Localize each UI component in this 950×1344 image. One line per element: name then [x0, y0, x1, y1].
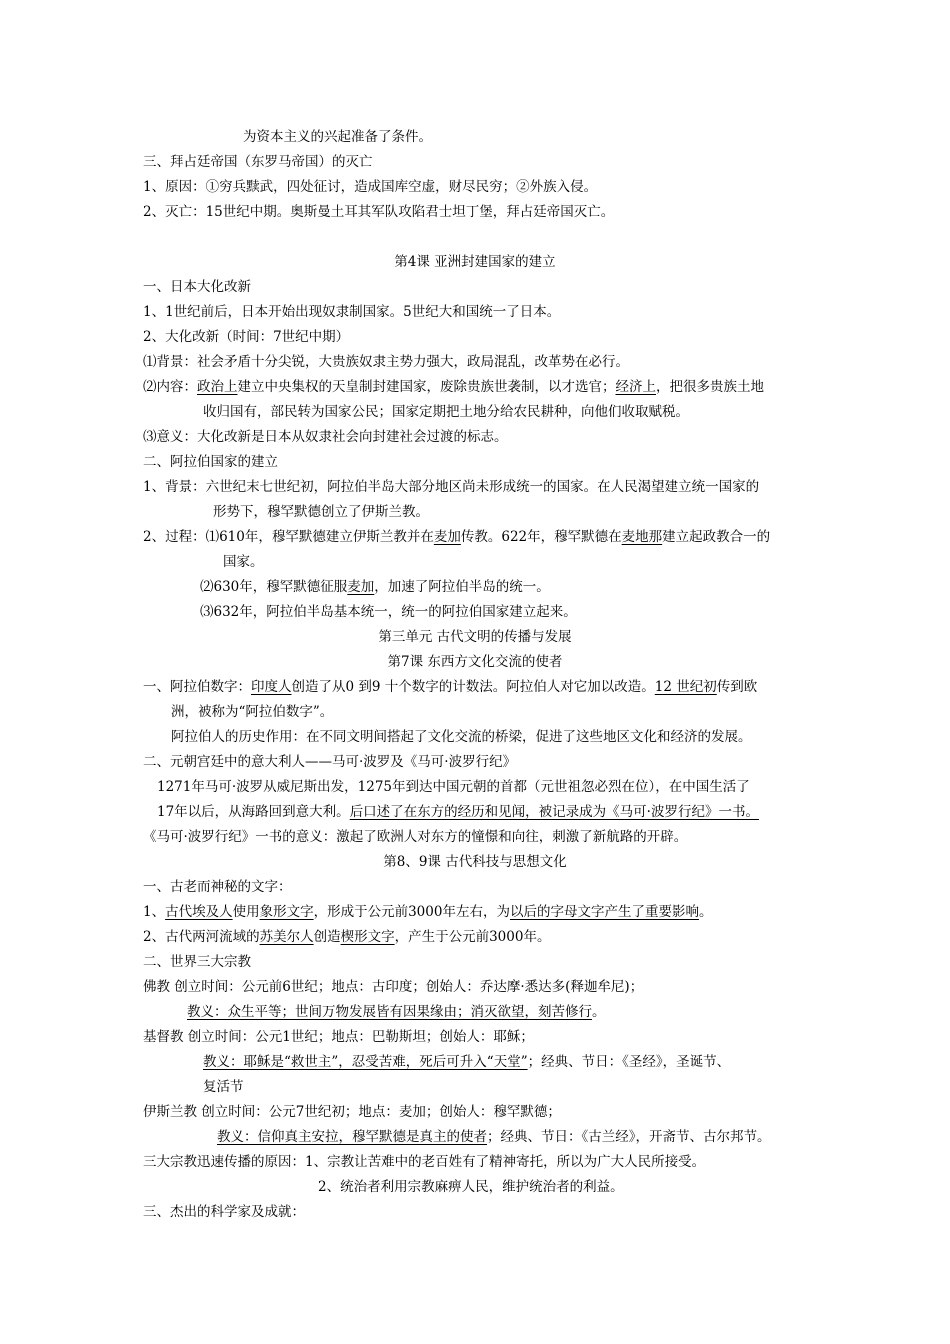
text-line: [143, 928, 550, 946]
underlined-term: 象形文字: [259, 904, 314, 920]
section-heading: 一、古老而神秘的文字：: [143, 879, 292, 895]
text-run: ；经典、节日：《圣经》，圣诞节、: [527, 1054, 731, 1070]
section-heading: 二、元朝宫廷中的意大利人——马可·波罗及《马可·波罗行纪》: [143, 754, 517, 770]
section-heading: 二、世界三大宗教: [143, 954, 251, 970]
text-line: ⑴背景：社会矛盾十分尖锐，大贵族奴隶主势力强大，政局混乱，改革势在必行。: [143, 354, 629, 370]
underlined-term: 印度人: [251, 679, 292, 695]
text-run: ⑵内容：: [143, 379, 197, 395]
text-line: 复活节: [203, 1079, 244, 1095]
text-line: [187, 1003, 606, 1021]
text-run: 建立中央集权的天皇制封建国家，废除贵族世袭制，以才选官；: [237, 379, 616, 395]
underlined-term: 麦加: [347, 579, 375, 595]
text-line: 伊斯兰教 创立时间：公元7世纪初；地点：麦加；创始人：穆罕默德；: [143, 1104, 561, 1120]
lesson-title: 第7课 东西方文化交流的使者: [387, 654, 563, 670]
text-line: 阿拉伯人的历史作用：在不同文明间搭起了文化交流的桥梁，促进了这些地区文化和经济的发展。: [171, 729, 752, 745]
underlined-term: 麦加: [433, 529, 461, 545]
section-heading: 三、拜占廷帝国（东罗马帝国）的灭亡: [143, 154, 373, 170]
text-line: ⑶632年，阿拉伯半岛基本统一，统一的阿拉伯国家建立起来。: [200, 604, 577, 620]
text-run: ⑵630年，穆罕默德征服: [200, 579, 348, 595]
text-line: [143, 903, 712, 921]
text-line: 《马可·波罗行纪》一书的意义：激起了欧洲人对东方的憧憬和向往，刺激了新航路的开辟。: [143, 829, 688, 845]
text-line: 2、灭亡：15世纪中期。奥斯曼土耳其军队攻陷君士坦丁堡，拜占廷帝国灭亡。: [143, 204, 615, 220]
text-line: 收归国有，部民转为国家公民；国家定期把土地分给农民耕种，向他们收取赋税。: [203, 404, 689, 420]
text-line: 国家。: [223, 554, 264, 570]
text-line: 2、统治者利用宗教麻痹人民，维护统治者的利益。: [318, 1179, 624, 1195]
text-run: 1、: [143, 904, 166, 920]
text-run: 传教。622年，穆罕默德在: [460, 529, 622, 545]
text-run: ，形成于公元前3000年左右，为: [313, 904, 510, 920]
underlined-term: 以后的字母文字产生了重要影响: [509, 904, 699, 920]
text-line: 2、大化改新（时间：7世纪中期）: [143, 329, 350, 345]
text-line: 1、背景：六世纪末七世纪初，阿拉伯半岛大部分地区尚未形成统一的国家。在人民渴望建立统一国家的: [143, 479, 760, 495]
text-run: 一、阿拉伯数字：: [143, 679, 251, 695]
text-line: [143, 528, 770, 546]
underlined-term: 教义：耶稣是“救世主”，忍受苦难，死后可升入“天堂”: [203, 1054, 528, 1070]
text-run: ，加速了阿拉伯半岛的统一。: [374, 579, 550, 595]
text-line: [200, 578, 550, 596]
underlined-term: 麦地那: [621, 529, 663, 545]
section-heading: 三、杰出的科学家及成就：: [143, 1204, 305, 1220]
text-line: 佛教 创立时间：公元前6世纪；地点：古印度；创始人：乔达摩·悉达多(释迦牟尼)；: [143, 979, 644, 995]
text-run: 使用: [232, 904, 260, 920]
text-line: 1、1世纪前后，日本开始出现奴隶制国家。5世纪大和国统一了日本。: [143, 304, 561, 320]
text-line: 为资本主义的兴起准备了条件。: [243, 129, 432, 145]
underlined-term: 经济上: [615, 379, 656, 395]
section-heading: 二、阿拉伯国家的建立: [143, 454, 278, 470]
text-line: 1271年马可·波罗从威尼斯出发，1275年到达中国元朝的首都（元世祖忽必烈在位），在中国生活了: [157, 779, 750, 795]
text-run: 创造: [313, 929, 341, 945]
underlined-term: 苏美尔人: [259, 929, 314, 945]
text-run: 。: [592, 1004, 606, 1020]
text-run: 传到欧: [716, 679, 758, 695]
underlined-term: 后口述了在东方的经历和见闻，被记录成为《马可·波罗行纪》一书。: [349, 804, 759, 820]
underlined-term: 12 世纪初: [654, 679, 717, 695]
text-run: 2、过程：⑴610年，穆罕默德建立伊斯兰教并在: [143, 529, 434, 545]
text-line: [143, 678, 757, 696]
text-run: ；经典、节日：《古兰经》，开斋节、古尔邦节。: [487, 1129, 771, 1145]
unit-title: 第三单元 古代文明的传播与发展: [378, 629, 572, 645]
text-run: 创造了从0 到9 十个数字的计数法。阿拉伯人对它加以改造。: [291, 679, 655, 695]
text-run: ，产生于公元前3000年。: [394, 929, 551, 945]
lesson-title: 第8、9课 古代科技与思想文化: [383, 854, 567, 870]
text-run: 2、古代两河流域的: [143, 929, 260, 945]
text-run: 。: [698, 904, 713, 920]
text-line: 1、原因：①穷兵黩武，四处征讨，造成国库空虚，财尽民穷；②外族入侵。: [143, 179, 598, 195]
text-line: 基督教 创立时间：公元1世纪；地点：巴勒斯坦；创始人：耶稣；: [143, 1029, 534, 1045]
text-line: ⑶意义：大化改新是日本从奴隶社会向封建社会过渡的标志。: [143, 429, 508, 445]
text-line: [143, 378, 764, 396]
text-line: [203, 1053, 730, 1071]
lesson-title: 第4课 亚洲封建国家的建立: [394, 254, 556, 270]
underlined-term: 楔形文字: [340, 929, 395, 945]
text-line: [157, 803, 759, 821]
text-line: 洲，被称为“阿拉伯数字”。: [171, 704, 334, 720]
text-line: 三大宗教迅速传播的原因：1、宗教让苦难中的老百姓有了精神寄托，所以为广大人民所接受。: [143, 1154, 706, 1170]
underlined-term: 教义：信仰真主安拉，穆罕默德是真主的使者: [217, 1129, 487, 1145]
text-run: 17年以后，从海路回到意大利。: [157, 804, 350, 820]
section-heading: 一、日本大化改新: [143, 279, 251, 295]
text-line: [217, 1128, 771, 1146]
underlined-term: 古代埃及人: [165, 904, 233, 920]
underlined-term: 教义：众生平等；世间万物发展皆有因果缘由；消灭欲望，刻苦修行: [187, 1004, 592, 1020]
underlined-term: 政治上: [197, 379, 238, 395]
text-run: ，把很多贵族土地: [656, 379, 764, 395]
text-run: 建立起政教合一的: [662, 529, 771, 545]
text-line: 形势下，穆罕默德创立了伊斯兰教。: [213, 504, 429, 520]
